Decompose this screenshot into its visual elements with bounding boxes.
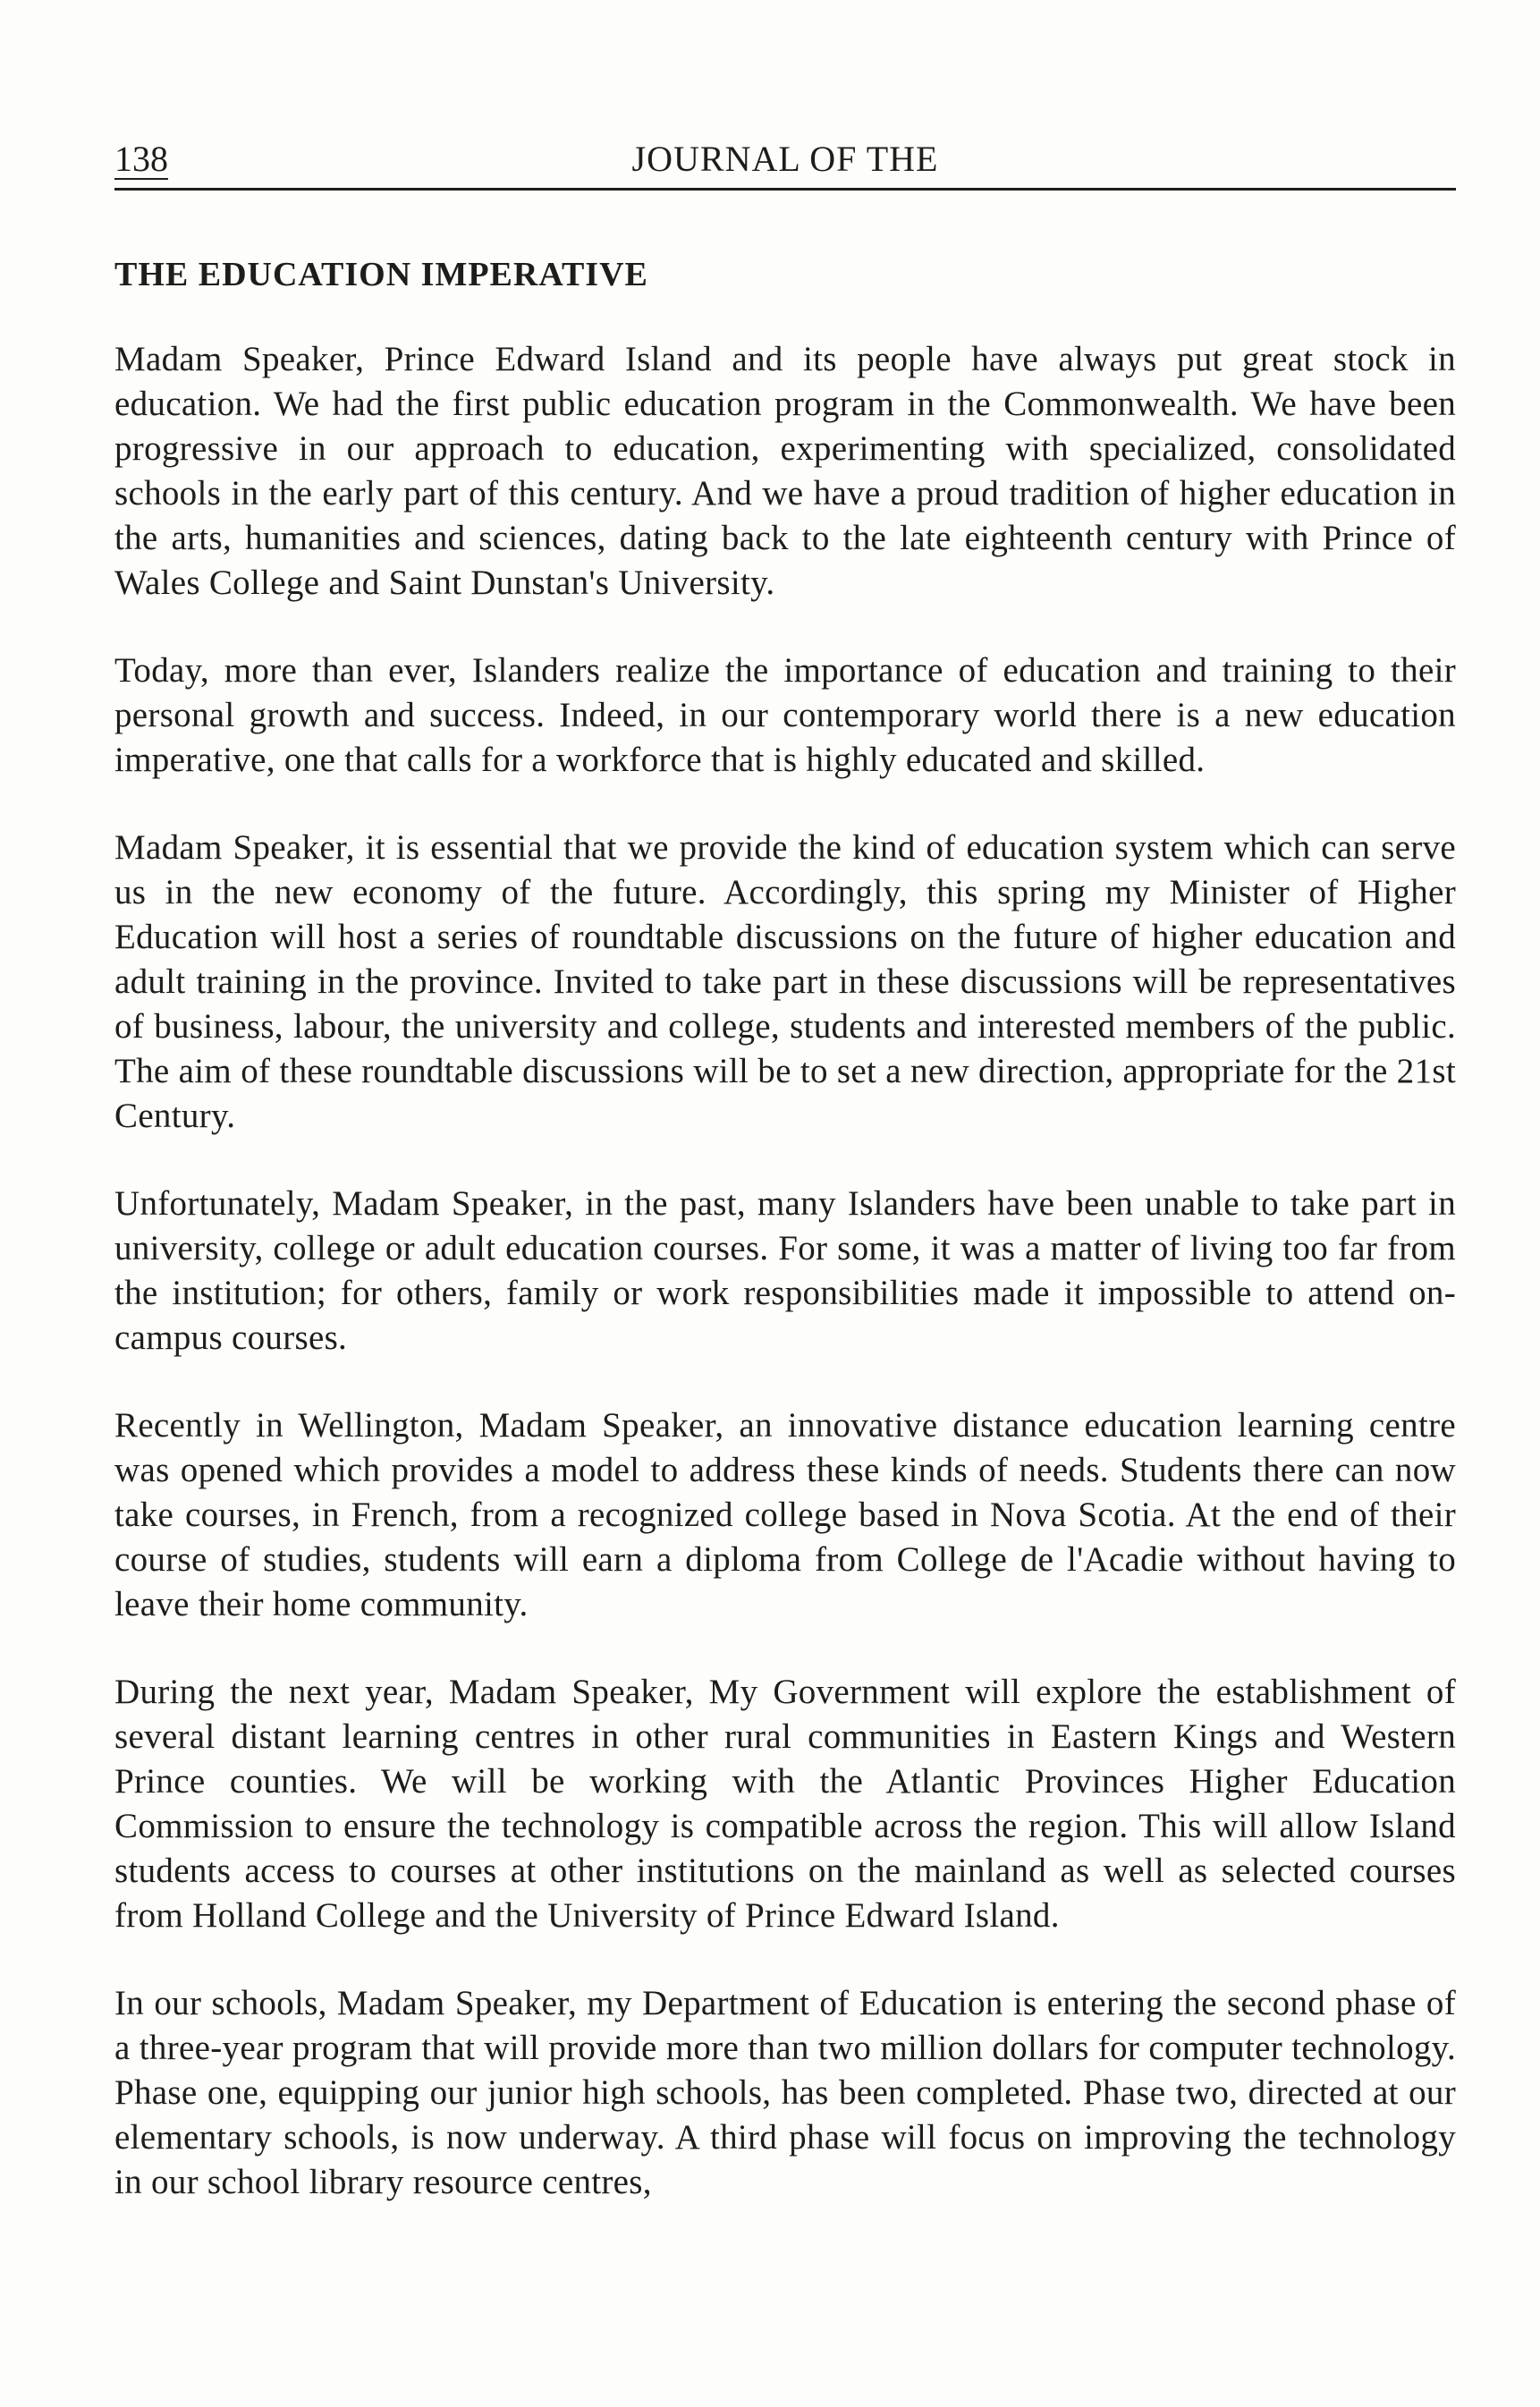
paragraph: In our schools, Madam Speaker, my Department of Education is entering the second phase of a three-year program that will provide more than two million dollars for computer technology. Phase one, equipping our junior high schools, has been completed. Phase two, directed at our elementary schools, is now underway. A third phase will focus on improving the technology in our school library resource centres, <box>114 1984 1456 2201</box>
paragraph: Today, more than ever, Islanders realize the importance of education and training to their personal growth and success. Indeed, in our contemporary world there is a new education imperative, one that calls for a workforce that is highly educated and skilled. <box>114 651 1456 779</box>
running-header <box>114 134 1456 191</box>
paragraph: During the next year, Madam Speaker, My Government will explore the establishment of several distant learning centres in other rural communities in Eastern Kings and Western Prince counties. We will be working with the Atlantic Provinces Higher Education Commission to ensure the technology is compatible across the region. This will allow Island students access to courses at other institutions on the mainland as well as selected courses from Holland College and the University of Prince Edward Island. <box>114 1673 1456 1935</box>
journal-title: JOURNAL OF THE <box>631 139 939 179</box>
paragraph: Madam Speaker, Prince Edward Island and its people have always put great stock in education. We had the first public education program in the Commonwealth. We have been progressive in our approach to education, experimenting with specialized, consolidated schools in the early part of this century. And we have a proud tradition of higher education in the arts, humanities and sciences, dating back to the late eighteenth century with Prince of Wales College and Saint Dunstan's University. <box>114 340 1456 602</box>
paragraph: Recently in Wellington, Madam Speaker, an innovative distance education learning centre was opened which provides a model to address these kinds of needs. Students there can now take courses, in French, from a recognized college based in Nova Scotia. At the end of their course of studies, students will earn a diploma from College de l'Acadie without having to leave their home community. <box>114 1406 1456 1623</box>
body-text <box>114 337 1456 2205</box>
page-number: 138 <box>114 139 168 179</box>
paragraph: Unfortunately, Madam Speaker, in the past, many Islanders have been unable to take part in university, college or adult education courses. For some, it was a matter of living too far from the institution; for others, family or work responsibilities made it impossible to attend on-campus courses. <box>114 1184 1456 1357</box>
paragraph: Madam Speaker, it is essential that we provide the kind of education system which can serve us in the new economy of the future. Accordingly, this spring my Minister of Higher Education will host a series of roundtable discussions on the future of higher education and adult training in the province. Invited to take part in these discussions will be representatives of business, labour, the university and college, students and interested members of the public. The aim of these roundtable discussions will be to set a new direction, appropriate for the 21st Century. <box>114 828 1456 1135</box>
section-heading: THE EDUCATION IMPERATIVE <box>114 256 648 293</box>
document-page <box>114 134 1456 2248</box>
